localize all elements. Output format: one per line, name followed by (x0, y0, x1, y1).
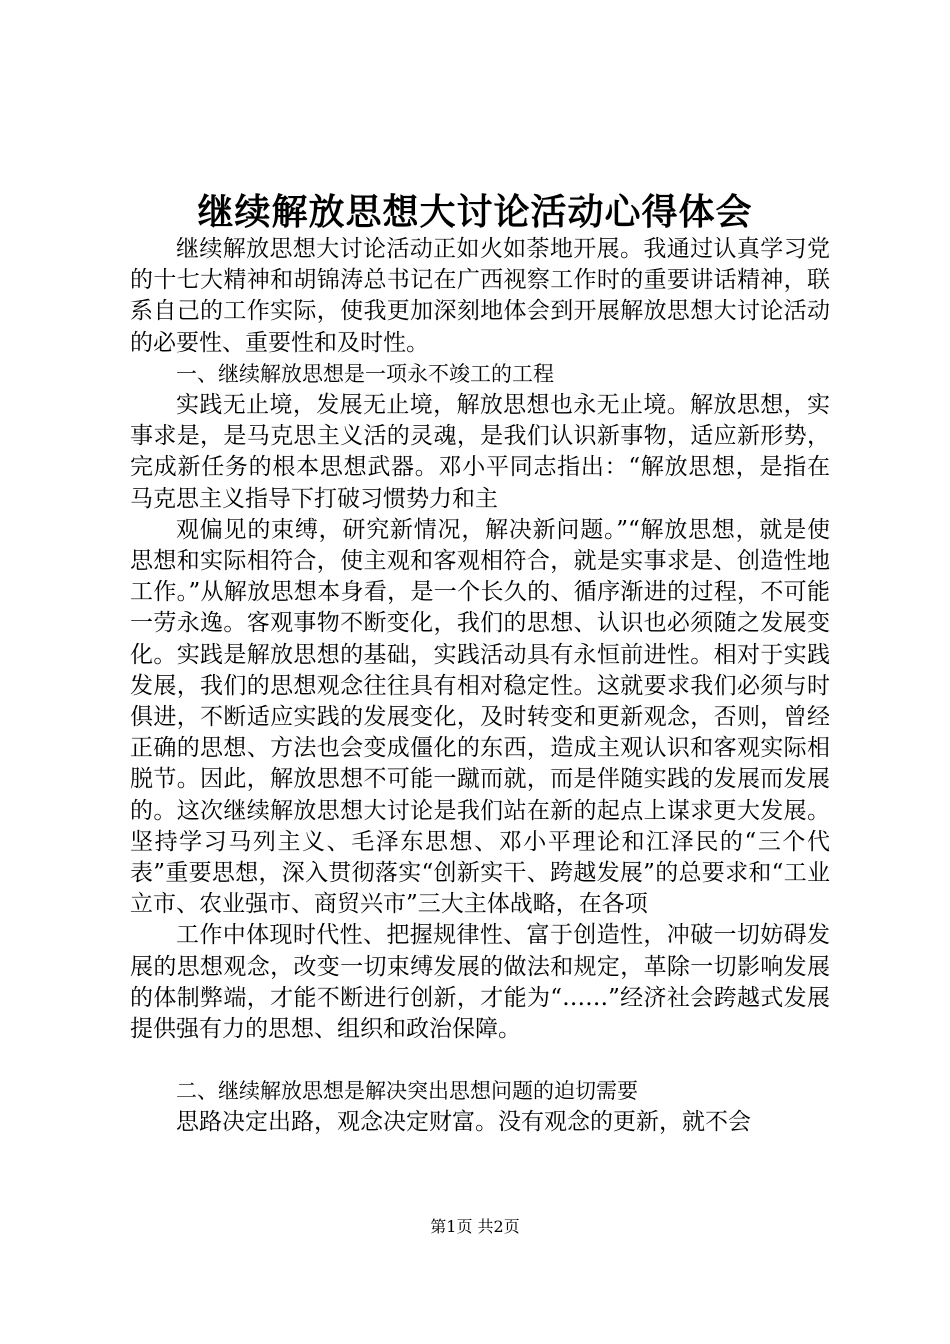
paragraph-intro: 继续解放思想大讨论活动正如火如荼地开展。我通过认真学习党的十七大精神和胡锦涛总书记在广西视察工作时的重要讲话精神，联系自己的工作实际，使我更加深刻地体会到开展解放思想大讨论活动的必要性、重要性和及时性。 (130, 236, 830, 356)
document-title: 继续解放思想大讨论活动心得体会 (197, 191, 753, 233)
section-heading-1: 一、继续解放思想是一项永不竣工的工程 (176, 361, 554, 386)
paragraph: 思路决定出路，观念决定财富。没有观念的更新，就不会 (176, 1109, 751, 1136)
section-heading-2: 二、继续解放思想是解决突出思想问题的迫切需要 (176, 1079, 638, 1104)
paragraph: 工作中体现时代性、把握规律性、富于创造性，冲破一切妨碍发展的思想观念，改变一切束缚发展的做法和规定，革除一切影响发展的体制弊端，才能不断进行创新，才能为“……”经济社会跨越式发展提供强有力的思想、组织和政治保障。 (130, 922, 830, 1043)
document-body (130, 234, 830, 1139)
blank-line (130, 1045, 830, 1076)
page-number: 第1页 共2页 (430, 1217, 520, 1236)
paragraph: 实践无止境，发展无止境，解放思想也永无止境。解放思想，实事求是，是马克思主义活的灵魂，是我们认识新事物，适应新形势，完成新任务的根本思想武器。邓小平同志指出：“解放思想，是指在马克思主义指导下打破习惯势力和主 (130, 392, 830, 512)
paragraph: 观偏见的束缚，研究新情况，解决新问题。”“解放思想，就是使思想和实际相符合，使主观和客观相符合，就是实事求是、创造性地工作。”从解放思想本身看，是一个长久的、循序渐进的过程，不可能一劳永逸。客观事物不断变化，我们的思想、认识也必须随之发展变化。实践是解放思想的基础，实践活动具有永恒前进性。相对于实践发展，我们的思想观念往往具有相对稳定性。这就要求我们必须与时俱进，不断适应实践的发展变化，及时转变和更新观念，否则，曾经正确的思想、方法也会变成僵化的东西，造成主观认识和客观实际相脱节。因此，解放思想不可能一蹴而就，而是伴随实践的发展而发展的。这次继续解放思想大讨论是我们站在新的起点上谋求更大发展。坚持学习马列主义、毛泽东思想、邓小平理论和江泽民的“三个代表”重要思想，深入贯彻落实“创新实干、跨越发展”的总要求和“工业立市、农业强市、商贸兴市”三大主体战略，在各项 (130, 516, 830, 918)
